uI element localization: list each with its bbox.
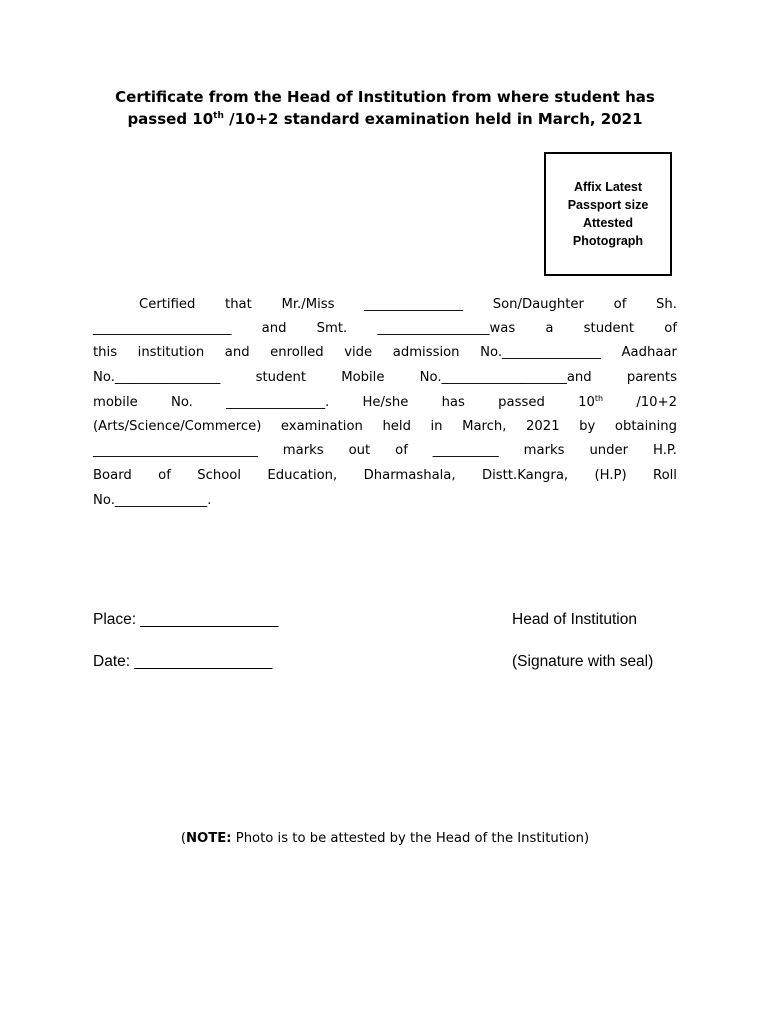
word: of	[158, 468, 171, 483]
word: Certified	[139, 297, 196, 312]
admission-no-blank: No._______________	[480, 345, 601, 360]
word: Dharmashala,	[363, 468, 456, 483]
word: that	[225, 297, 252, 312]
word: by	[579, 419, 596, 434]
place-blank: ________________	[140, 611, 279, 628]
date-label: Date:	[93, 653, 131, 670]
word: (Arts/Science/Commerce)	[93, 419, 262, 434]
word: this	[93, 345, 118, 360]
certificate-title	[80, 86, 690, 130]
note-text: Photo is to be attested by the Head of the Institution)	[231, 831, 590, 846]
word: He/she	[362, 395, 409, 410]
certificate-line-2	[93, 320, 677, 337]
certificate-line-5	[93, 394, 677, 411]
certificate-line-3	[93, 344, 677, 361]
word: of	[395, 443, 408, 458]
word: mobile	[93, 395, 138, 410]
word: has	[441, 395, 465, 410]
certificate-line-7	[93, 442, 677, 459]
word: held	[382, 419, 411, 434]
word: admission	[392, 345, 460, 360]
word: passed	[498, 395, 545, 410]
title-line-2-pre: passed 10	[127, 110, 214, 128]
signature-with-seal-label: (Signature with seal)	[512, 653, 654, 670]
standard-superscript: th	[594, 394, 604, 403]
word: Sh.	[656, 297, 677, 312]
photo-text-line-2: Passport size	[567, 198, 649, 212]
date-blank: ________________	[134, 653, 273, 670]
word: of	[613, 297, 627, 312]
marks-obtained-blank: _________________________	[93, 443, 258, 458]
word: Son/Daughter	[492, 297, 584, 312]
word: Roll	[653, 468, 677, 483]
father-name-blank: _____________________	[93, 321, 232, 336]
title-line-1: Certificate from the Head of Institution from where student has	[115, 88, 655, 106]
photo-text-line-4: Photograph	[572, 234, 644, 248]
date-field	[93, 652, 272, 672]
parents-mobile-blank: _______________.	[226, 395, 330, 410]
aadhaar-no-blank: No.________________	[93, 370, 221, 385]
word: and	[261, 321, 287, 336]
place-label: Place:	[93, 611, 137, 628]
standard-10th	[578, 394, 603, 411]
word: obtaining	[614, 419, 677, 434]
word: examination	[280, 419, 363, 434]
word: out	[348, 443, 371, 458]
word: March,	[462, 419, 507, 434]
title-superscript: th	[213, 111, 224, 121]
word: Distt.Kangra,	[481, 468, 569, 483]
photo-text-line-3: Attested	[582, 216, 633, 230]
mother-name-blank: _________________was	[377, 321, 516, 336]
word: institution	[137, 345, 205, 360]
attestation-note	[80, 830, 690, 848]
word: School	[197, 468, 242, 483]
word: a	[545, 321, 554, 336]
standard-number: 10	[578, 395, 595, 410]
photo-text-line-1: Affix Latest	[573, 180, 643, 194]
certificate-line-9	[93, 492, 677, 509]
word: marks	[523, 443, 565, 458]
place-field	[93, 610, 278, 630]
word: student	[583, 321, 635, 336]
word: Education,	[267, 468, 338, 483]
name-blank: _______________	[364, 297, 464, 312]
title-line-2	[80, 108, 690, 130]
note-label: NOTE:	[186, 831, 232, 846]
total-marks-blank: __________	[432, 443, 499, 458]
photograph-instructions	[546, 178, 670, 250]
word: vide	[344, 345, 373, 360]
word: Board	[93, 468, 132, 483]
word: (H.P)	[594, 468, 627, 483]
word: and	[224, 345, 250, 360]
head-of-institution-label: Head of Institution	[512, 611, 637, 628]
certificate-line-6	[93, 418, 677, 435]
word: student	[255, 370, 307, 385]
student-mobile-blank: No.___________________and	[419, 370, 592, 385]
certificate-line-8	[93, 467, 677, 484]
word: in	[430, 419, 443, 434]
word: 2021	[526, 419, 560, 434]
photograph-box	[544, 152, 672, 276]
standard-10-plus-2: /10+2	[636, 395, 677, 410]
note-open-paren: (	[180, 831, 187, 846]
word: Smt.	[316, 321, 348, 336]
certificate-line-4	[93, 369, 677, 386]
word: under	[589, 443, 629, 458]
word: Mobile	[341, 370, 385, 385]
word: parents	[626, 370, 677, 385]
word: enrolled	[270, 345, 324, 360]
word: No.	[170, 395, 193, 410]
certificate-line-1	[93, 296, 677, 313]
roll-no-blank: No.______________.	[93, 493, 212, 508]
word: Mr./Miss	[281, 297, 335, 312]
title-line-2-post: /10+2 standard examination held in March, 2021	[223, 110, 643, 128]
word: Aadhaar	[621, 345, 677, 360]
word: of	[664, 321, 677, 336]
word: H.P.	[653, 443, 677, 458]
word: marks	[282, 443, 324, 458]
